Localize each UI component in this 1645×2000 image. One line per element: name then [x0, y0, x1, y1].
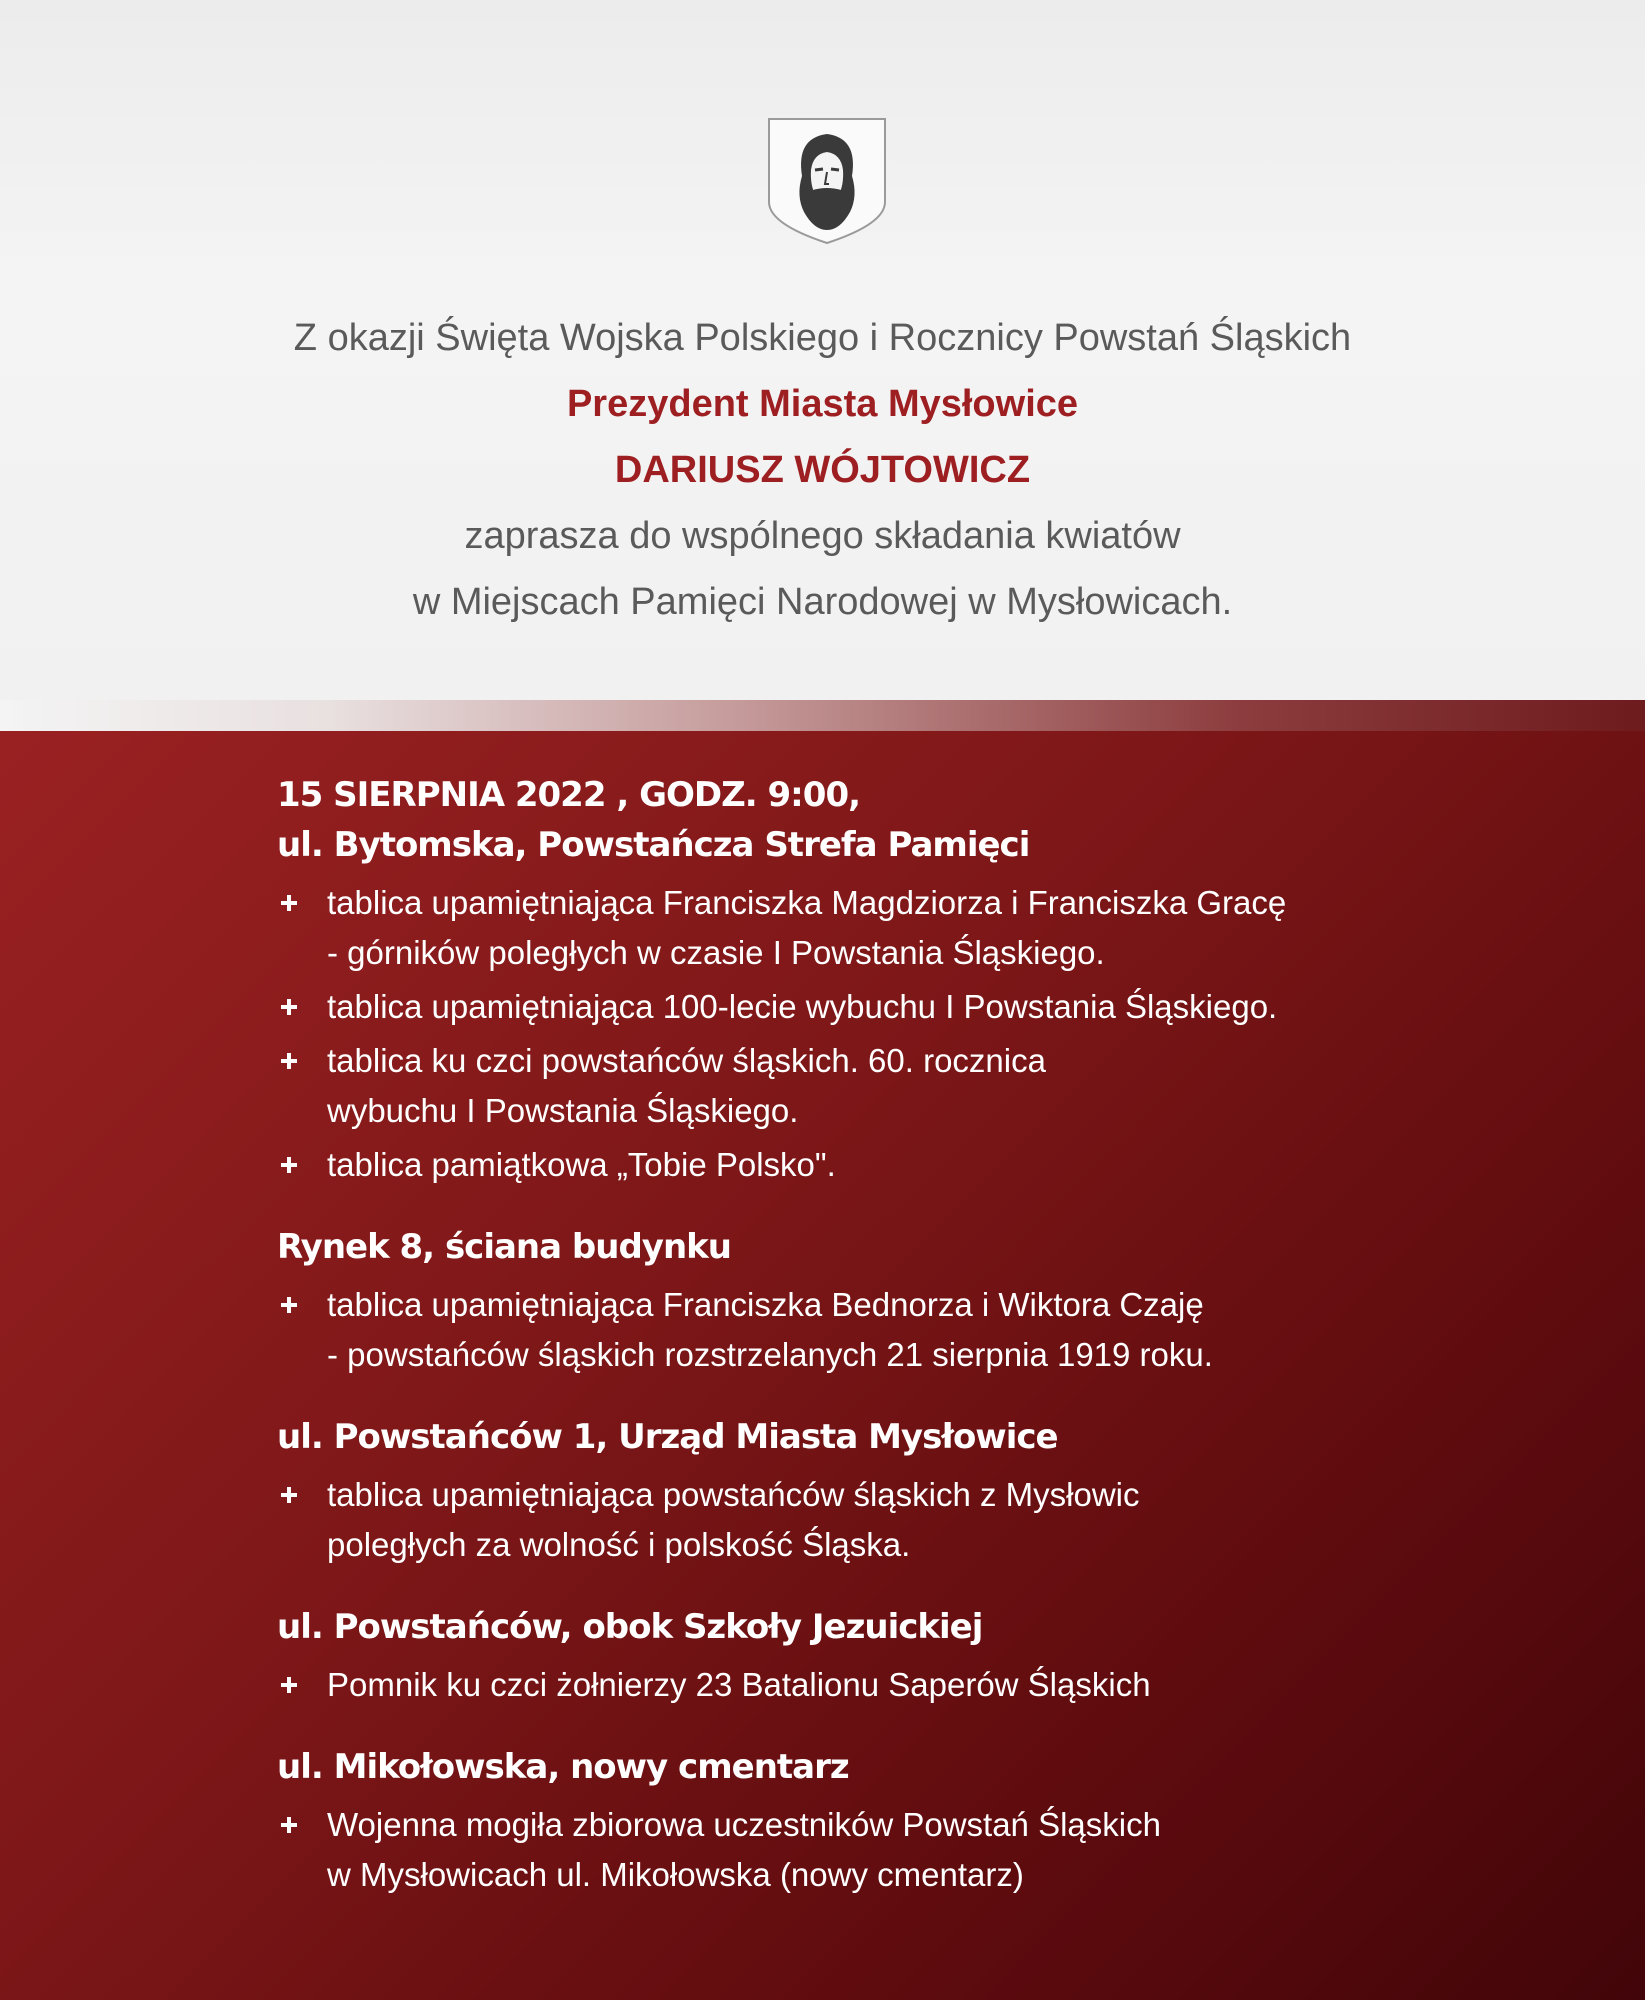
list-item: tablica ku czci powstańców śląskich. 60. rocznica wybuchu I Powstania Śląskiego.: [277, 1036, 1577, 1136]
cross-bullet-icon: [281, 1157, 297, 1173]
city-crest-bearded-head-icon: [766, 116, 888, 246]
section-heading: ul. Powstańców 1, Urząd Miasta Mysłowice: [277, 1417, 1058, 1457]
list-item: tablica upamiętniająca 100-lecie wybuchu I Powstania Śląskiego.: [277, 982, 1577, 1032]
occasion-text: Z okazji Święta Wojska Polskiego i Rocznicy Powstań Śląskich: [293, 317, 1352, 359]
invitation-intro: [0, 305, 1645, 635]
invitation-text: zaprasza do wspólnego składania kwiatów: [464, 515, 1181, 557]
section-heading: ul. Powstańców, obok Szkoły Jezuickiej: [277, 1607, 983, 1647]
section-heading: Rynek 8, ściana budynku: [277, 1227, 731, 1267]
section-heading: ul. Bytomska, Powstańcza Strefa Pamięci: [277, 825, 1030, 865]
cross-bullet-icon: [281, 999, 297, 1015]
section-bytomska: [277, 770, 1577, 1190]
list-item: tablica upamiętniająca Franciszka Magdziorza i Franciszka Gracę - górników poległych w czasie I Powstania Śląskiego.: [277, 878, 1577, 978]
list-item: Wojenna mogiła zbiorowa uczestników Powstań Śląskich w Mysłowicach ul. Mikołowska (nowy cmentarz): [277, 1800, 1577, 1900]
cross-bullet-icon: [281, 1297, 297, 1313]
date-time-heading: 15 SIERPNIA 2022 , GODZ. 9:00,: [277, 775, 861, 815]
locations-list: [277, 770, 1577, 1932]
mayor-name: DARIUSZ WÓJTOWICZ: [614, 449, 1031, 491]
list-item: tablica upamiętniająca Franciszka Bednorza i Wiktora Czaję - powstańców śląskich rozstrzelanych 21 sierpnia 1919 roku.: [277, 1280, 1577, 1380]
cross-bullet-icon: [281, 1817, 297, 1833]
section-urzad-miasta: [277, 1412, 1577, 1570]
section-heading: ul. Mikołowska, nowy cmentarz: [277, 1747, 849, 1787]
list-item: tablica upamiętniająca powstańców śląskich z Mysłowic poległych za wolność i polskość Śląska.: [277, 1470, 1577, 1570]
section-rynek: [277, 1222, 1577, 1380]
list-item: Pomnik ku czci żołnierzy 23 Batalionu Saperów Śląskich: [277, 1660, 1577, 1710]
invitation-text-2: w Miejscach Pamięci Narodowej w Mysłowicach.: [412, 581, 1233, 623]
list-item: tablica pamiątkowa „Tobie Polsko".: [277, 1140, 1577, 1190]
divider-gradient: [0, 700, 1645, 734]
mayor-title: Prezydent Miasta Mysłowice: [566, 383, 1079, 425]
cross-bullet-icon: [281, 1053, 297, 1069]
cross-bullet-icon: [281, 1677, 297, 1693]
section-szkola-jezuicka: [277, 1602, 1577, 1710]
section-mikolowska: [277, 1742, 1577, 1900]
cross-bullet-icon: [281, 895, 297, 911]
cross-bullet-icon: [281, 1487, 297, 1503]
